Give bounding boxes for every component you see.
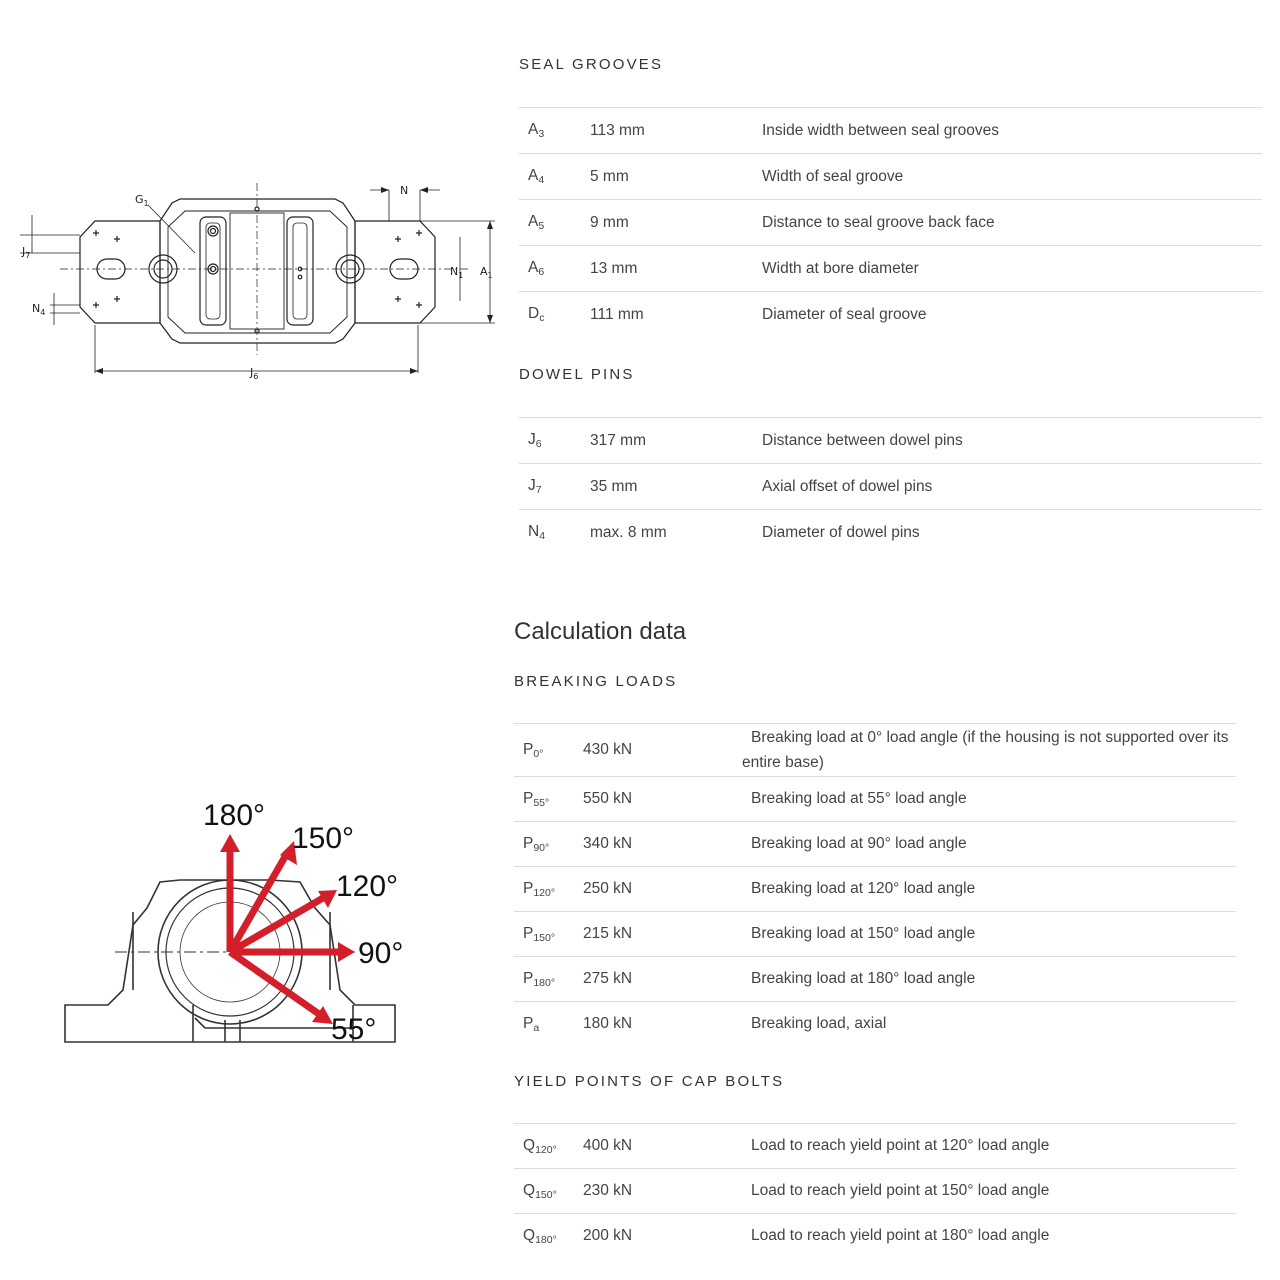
table-row: $P_{90^\circ}$ 340 kN Breaking load at 90° load angle — [514, 822, 1236, 867]
label-g1: $G_1$ — [135, 193, 149, 208]
housing-top-view-drawing — [20, 175, 500, 385]
table-row: $P_{0^\circ}$ 430 kN Breaking load at 0° load angle (if the housing is not supported over its entire base) — [514, 724, 1236, 777]
label-n4: $N_4$ — [32, 302, 46, 317]
table-row: $Q_{150^\circ}$ 230 kN Load to reach yield point at 150° load angle — [514, 1169, 1236, 1214]
angle-label-120: 120° — [336, 870, 399, 903]
angle-label-180: 180° — [203, 799, 266, 832]
breaking-loads-table — [514, 723, 1236, 1047]
table-row: $Q_{120^\circ}$ 400 kN Load to reach yield point at 120° load angle — [514, 1124, 1236, 1169]
seal-grooves-heading: SEAL GROOVES — [519, 56, 664, 73]
label-j6: $J_6$ — [250, 366, 259, 381]
breaking-loads-heading: BREAKING LOADS — [514, 673, 678, 690]
table-row: $J_6$ 317 mm Distance between dowel pins — [519, 418, 1262, 464]
label-n1: $N_1$ — [450, 265, 464, 280]
calculation-data-heading: Calculation data — [514, 618, 687, 645]
table-row: $A_6$ 13 mm Width at bore diameter — [519, 246, 1262, 292]
arrow-55 — [230, 952, 319, 1014]
table-row: $P_{150^\circ}$ 215 kN Breaking load at 150° load angle — [514, 912, 1236, 957]
yield-points-table — [514, 1123, 1236, 1259]
dowel-pins-heading: DOWEL PINS — [519, 366, 635, 383]
table-row: $J_7$ 35 mm Axial offset of dowel pins — [519, 464, 1262, 510]
table-row: $D_c$ 111 mm Diameter of seal groove — [519, 292, 1262, 338]
angle-label-90: 90° — [358, 937, 404, 970]
table-row: $P_a$ 180 kN Breaking load, axial — [514, 1002, 1236, 1047]
label-a1: $A_1$ — [480, 265, 493, 280]
angle-label-150: 150° — [292, 822, 355, 855]
seal-grooves-table — [519, 107, 1262, 338]
table-row: $P_{180^\circ}$ 275 kN Breaking load at 180° load angle — [514, 957, 1236, 1002]
table-row: $A_4$ 5 mm Width of seal groove — [519, 154, 1262, 200]
table-row: $N_4$ max. 8 mm Diameter of dowel pins — [519, 510, 1262, 556]
dowel-pins-table — [519, 417, 1262, 556]
table-row: $Q_{180^\circ}$ 200 kN Load to reach yield point at 180° load angle — [514, 1214, 1236, 1259]
table-row: $A_5$ 9 mm Distance to seal groove back face — [519, 200, 1262, 246]
label-j7: $J_7$ — [22, 245, 31, 260]
table-row: $P_{55^\circ}$ 550 kN Breaking load at 55° load angle — [514, 777, 1236, 822]
table-row: $P_{120^\circ}$ 250 kN Breaking load at 120° load angle — [514, 867, 1236, 912]
angle-label-55: 55° — [331, 1013, 377, 1046]
label-n: N — [400, 184, 409, 197]
table-row: $A_3$ 113 mm Inside width between seal grooves — [519, 108, 1262, 154]
load-angle-drawing — [55, 790, 405, 1050]
yield-points-heading: YIELD POINTS OF CAP BOLTS — [514, 1073, 785, 1090]
